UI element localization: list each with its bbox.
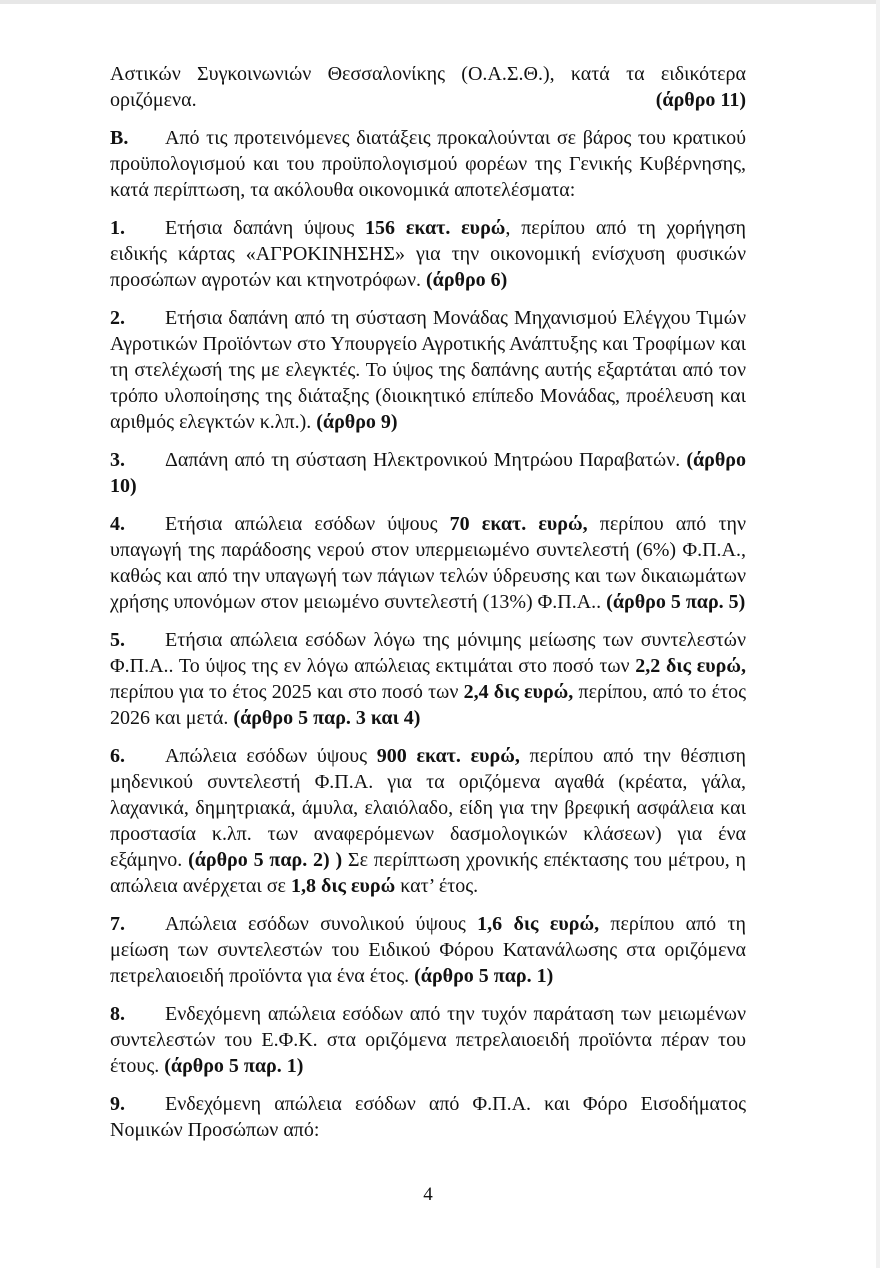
bold-segment: 2,2 δις ευρώ, (635, 655, 746, 677)
text-segment: περίπου από τη μείωση των συντελεστών του Ειδικού Φόρου Κατανάλωσης στα οριζόμενα πετρελαιοειδή προϊόντα για ένα έτος. (110, 913, 746, 987)
item-number-item-1: 1. (110, 217, 125, 239)
bold-segment: 1,6 δις ευρώ, (477, 913, 600, 935)
paragraph-item-2 (110, 305, 746, 435)
item-number-item-6: 6. (110, 745, 125, 767)
text-segment: κατ’ έτος. (395, 875, 479, 897)
bold-segment: 70 εκατ. ευρώ, (449, 513, 588, 535)
bold-segment: (άρθρο 5 παρ. 5) (606, 591, 746, 613)
paragraph-item-7 (110, 911, 746, 989)
page-top-edge (0, 0, 880, 4)
page-right-edge (876, 0, 880, 1268)
text-segment: Σε περίπτωση χρονικής επέκτασης του μέτρου, η απώλεια ανέρχεται σε (110, 849, 747, 897)
article-reference-right: (άρθρο 11) (655, 89, 746, 111)
item-number-item-9: 9. (110, 1093, 125, 1115)
text-segment: Αστικών Συγκοινωνιών Θεσσαλονίκης (Ο.Α.Σ.Θ.), κατά τα ειδικότερα οριζόμενα. (110, 63, 746, 111)
paragraph-item-4 (110, 511, 746, 615)
text-segment: Από τις προτεινόμενες διατάξεις προκαλούνται σε βάρος του κρατικού προϋπολογισμού και του προϋπολογισμού φορέων της Γενικής Κυβέρνησης, κατά περίπτωση, τα ακόλουθα οικονομικά αποτελέσματα: (110, 127, 746, 201)
bold-segment: 900 εκατ. ευρώ, (376, 745, 520, 767)
text-segment: Ενδεχόμενη απώλεια εσόδων από την τυχόν παράταση των μειωμένων συντελεστών του Ε.Φ.Κ. στα οριζόμενα πετρελαιοειδή προϊόντα πέραν του έτους. (110, 1003, 746, 1077)
text-segment: Απώλεια εσόδων συνολικού ύψους (165, 913, 478, 935)
bold-segment: (άρθρο 10) (110, 449, 746, 497)
paragraph-intro-continuation (110, 61, 746, 113)
bold-segment: (άρθρο 5 παρ. 2) ) (188, 849, 343, 871)
paragraph-item-9 (110, 1091, 746, 1143)
bold-segment: (άρθρο 6) (426, 269, 508, 291)
text-segment: περίπου από την θέσπιση μηδενικού συντελεστή Φ.Π.Α. για τα οριζόμενα αγαθά (κρέατα, γάλα, λαχανικά, δημητριακά, άμυλα, ελαιόλαδο, είδη για την βρεφική ασφάλεια και προστασία κ.λπ. των αναφερόμενων δασμολογικών κλάσεων) για ένα εξάμηνο. (110, 745, 747, 871)
page-number: 4 (423, 1184, 433, 1205)
paragraph-item-8 (110, 1001, 746, 1079)
paragraph-section-B (110, 125, 746, 203)
item-number-item-5: 5. (110, 629, 125, 651)
bold-segment: (άρθρο 5 παρ. 1) (414, 965, 554, 987)
item-number-item-8: 8. (110, 1003, 125, 1025)
text-segment: περίπου, από το έτος 2026 και μετά. (110, 681, 746, 729)
item-number-item-7: 7. (110, 913, 125, 935)
text-segment: , περίπου από τη χορήγηση ειδικής κάρτας «ΑΓΡΟΚΙΝΗΣΗΣ» για την οικονομική ενίσχυση φυσικών προσώπων αγροτών και κτηνοτρόφων. (110, 217, 747, 291)
text-segment: περίπου από την υπαγωγή της παράδοσης νερού στον υπερμειωμένο συντελεστή (6%) Φ.Π.Α., καθώς και από την υπαγωγή των πάγιων τελών ύδρευσης και των δικαιωμάτων χρήσης υπονόμων στον μειωμένο συντελεστή (13%) Φ.Π.Α.. (110, 513, 746, 613)
text-segment: περίπου για το έτος 2025 και στο ποσό των (110, 681, 464, 703)
text-segment: Ετήσια απώλεια εσόδων ύψους (165, 513, 450, 535)
bold-segment: 2,4 δις ευρώ, (463, 681, 574, 703)
item-number-section-B: Β. (110, 127, 129, 149)
bold-segment: 1,8 δις ευρώ (290, 875, 396, 897)
item-number-item-3: 3. (110, 449, 125, 471)
text-segment: Ενδεχόμενη απώλεια εσόδων από Φ.Π.Α. και Φόρο Εισοδήματος Νομικών Προσώπων από: (110, 1093, 746, 1141)
bold-segment: (άρθρο 5 παρ. 1) (164, 1055, 304, 1077)
item-number-item-2: 2. (110, 307, 125, 329)
bold-segment: (άρθρο 5 παρ. 3 και 4) (233, 707, 421, 729)
text-segment: Ετήσια απώλεια εσόδων λόγω της μόνιμης μείωσης των συντελεστών Φ.Π.Α.. Το ύψος της εν λόγω απώλειας εκτιμάται στο ποσό των (110, 629, 746, 677)
paragraph-item-6 (110, 743, 746, 899)
paragraph-item-1 (110, 215, 746, 293)
bold-segment: 156 εκατ. ευρώ (365, 217, 506, 239)
paragraph-item-3 (110, 447, 746, 499)
bold-segment: (άρθρο 9) (316, 411, 398, 433)
document-body (110, 61, 746, 1155)
text-segment: Απώλεια εσόδων ύψους (165, 745, 377, 767)
item-number-item-4: 4. (110, 513, 125, 535)
paragraph-item-5 (110, 627, 746, 731)
text-segment: Ετήσια δαπάνη ύψους (165, 217, 366, 239)
text-segment: Δαπάνη από τη σύσταση Ηλεκτρονικού Μητρώου Παραβατών. (165, 449, 687, 471)
text-segment: Ετήσια δαπάνη από τη σύσταση Μονάδας Μηχανισμού Ελέγχου Τιμών Αγροτικών Προϊόντων στο Υπουργείο Αγροτικής Ανάπτυξης και Τροφίμων και τη στελέχωσή της με ελεγκτές. Το ύψος της δαπάνης αυτής εξαρτάται από τον τρόπο υλοποίησης της διάταξης (διοικητικό επίπεδο Μονάδας, προέλευση και αριθμός ελεγκτών κ.λπ.). (110, 307, 746, 433)
